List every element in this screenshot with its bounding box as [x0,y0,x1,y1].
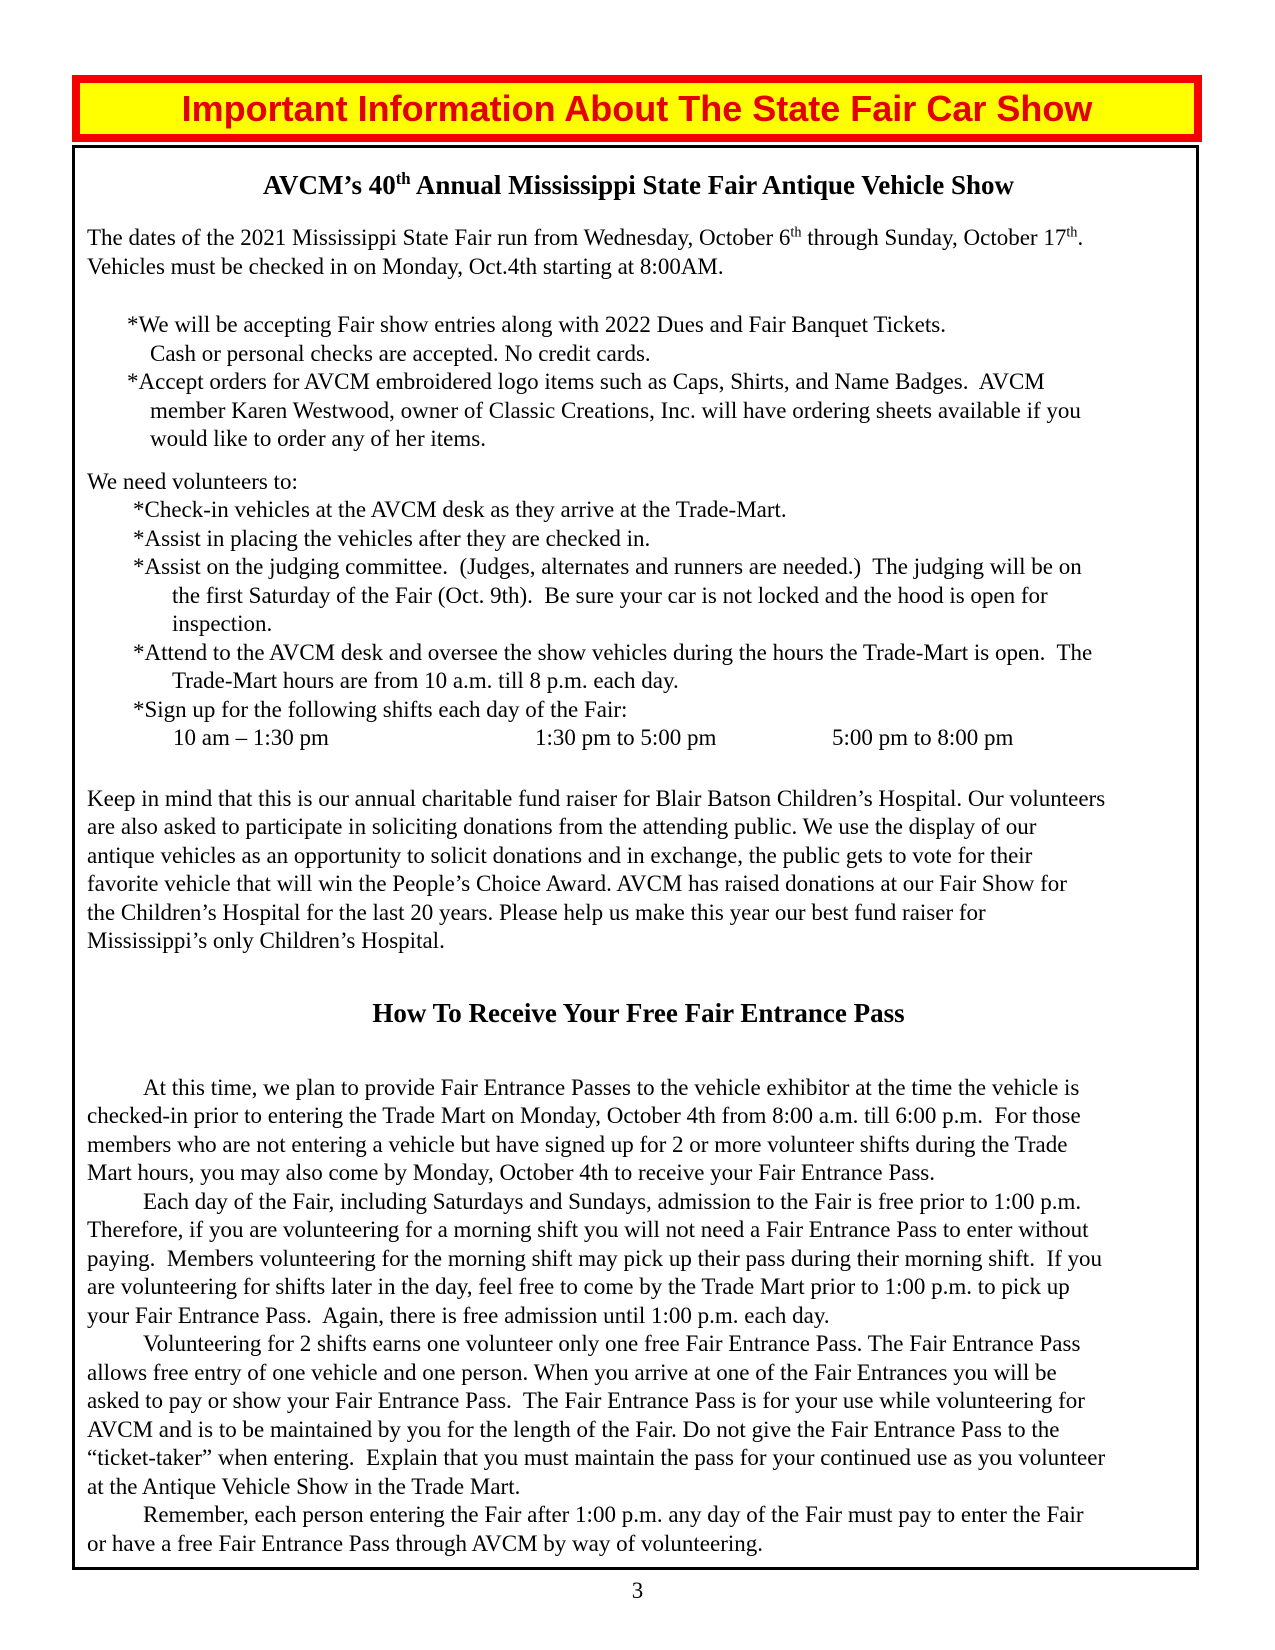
volunteers-intro [87,468,1190,497]
text-line: are volunteering for shifts later in the day, feel free to come by the Trade Mart prior to 1:00 p.m. to pick up [87,1274,1070,1299]
text-line: *Sign up for the following shifts each day of the Fair: [133,696,628,722]
text-line: Cash or personal checks are accepted. No credit cards. [150,340,651,366]
text-line: or have a free Fair Entrance Pass through AVCM by way of volunteering. [87,1530,763,1556]
text-line: asked to pay or show your Fair Entrance Pass. The Fair Entrance Pass is for your use while volunteering for [87,1388,1085,1413]
text-line: The dates of the 2021 Mississippi State Fair run from Wednesday, October 6th through Sunday, October 17th. [87,224,1084,250]
text-line: your Fair Entrance Pass. Again, there is free admission until 1:00 p.m. each day. [87,1302,830,1328]
text-line: checked-in prior to entering the Trade Mart on Monday, October 4th from 8:00 a.m. till 6:00 p.m. For those [87,1103,1081,1128]
text-line: Volunteering for 2 shifts earns one volunteer only one free Fair Entrance Pass. The Fair Entrance Pass [143,1331,1081,1356]
volunteers-bullets [87,496,1190,753]
banner [72,75,1202,142]
text-line: Keep in mind that this is our annual charitable fund raiser for Blair Batson Children’s Hospital. Our volunteers [87,785,1106,811]
text-line: *We will be accepting Fair show entries along with 2022 Dues and Fair Banquet Tickets. [127,312,946,337]
document-title: AVCM’s 40th Annual Mississippi State Fair Antique Vehicle Show [262,169,1015,200]
text-line: *Assist in placing the vehicles after they are checked in. [133,525,651,551]
text-line: Trade-Mart hours are from 10 a.m. till 8 p.m. each day. [172,668,679,693]
text-line: Remember, each person entering the Fair after 1:00 p.m. any day of the Fair must pay to enter the Fair [143,1502,1084,1527]
text-line: *Accept orders for AVCM embroidered logo items such as Caps, Shirts, and Name Badges. AVCM [127,369,1045,394]
text-line: allows free entry of one vehicle and one person. When you arrive at one of the Fair Entrances you will be [87,1359,1057,1385]
banner-title: Important Information About The State Fair Car Show [181,87,1093,129]
text-line: would like to order any of her items. [150,426,486,451]
text-line: are also asked to participate in soliciting donations from the attending public. We use the display of our [87,814,1037,839]
shift-time: 10 am – 1:30 pm [173,725,329,750]
text-line: member Karen Westwood, owner of Classic Creations, Inc. will have ordering sheets available if you [150,397,1081,423]
text-line: *Check-in vehicles at the AVCM desk as they arrive at the Trade-Mart. [133,497,787,522]
intro-paragraph [87,224,1190,281]
shift-time: 5:00 pm to 8:00 pm [832,725,1014,750]
document-body [87,224,1190,1558]
text-line [87,724,1190,753]
text-line: paying. Members volunteering for the morning shift may pick up their pass during their morning shift. If you [87,1245,1103,1271]
pass-p1 [87,1074,1190,1188]
text-line: Mart hours, you may also come by Monday, October 4th to receive your Fair Entrance Pass. [87,1160,936,1185]
text-line: “ticket-taker” when entering. Explain that you must maintain the pass for your continued use as you volunteer [87,1445,1106,1470]
text-line: AVCM and is to be maintained by you for the length of the Fair. Do not give the Fair Entrance Pass to the [87,1416,1060,1442]
text-line: Mississippi’s only Children’s Hospital. [87,928,445,953]
page-number: 3 [631,1578,644,1603]
pass-p4 [87,1501,1190,1558]
text-line: favorite vehicle that will win the People’s Choice Award. AVCM has raised donations at our Fair Show for [87,871,1067,896]
text-line: At this time, we plan to provide Fair Entrance Passes to the vehicle exhibitor at the time the vehicle is [143,1074,1080,1100]
text-line: inspection. [172,611,273,636]
text-line: at the Antique Vehicle Show in the Trade Mart. [87,1473,521,1499]
text-line: We need volunteers to: [87,468,298,494]
content-box [72,145,1199,1570]
text-line: *Assist on the judging committee. (Judges, alternates and runners are needed.) The judging will be on [133,554,1082,579]
text-line: Each day of the Fair, including Saturdays and Sundays, admission to the Fair is free prior to 1:00 p.m. [143,1188,1082,1214]
text-line: the Children’s Hospital for the last 20 years. Please help us make this year our best fund raiser for [87,899,986,925]
text-line: Vehicles must be checked in on Monday, Oct.4th starting at 8:00AM. [87,253,724,279]
fundraiser-paragraph [87,785,1190,956]
text-line: Therefore, if you are volunteering for a morning shift you will not need a Fair Entrance Pass to enter without [87,1217,1089,1242]
text-line: antique vehicles as an opportunity to solicit donations and in exchange, the public gets to vote for their [87,842,1033,868]
shift-time: 1:30 pm to 5:00 pm [535,725,717,750]
entries-bullets [87,311,1190,454]
pass-heading [87,996,1190,1030]
text-line: How To Receive Your Free Fair Entrance Pass [372,997,905,1028]
pass-p3 [87,1330,1190,1501]
text-line: the first Saturday of the Fair (Oct. 9th). Be sure your car is not locked and the hood is open for [172,582,1048,608]
text-line: *Attend to the AVCM desk and oversee the show vehicles during the hours the Trade-Mart is open. The [133,639,1093,665]
pass-p2 [87,1188,1190,1331]
text-line: members who are not entering a vehicle but have signed up for 2 or more volunteer shifts during the Trade [87,1131,1068,1157]
